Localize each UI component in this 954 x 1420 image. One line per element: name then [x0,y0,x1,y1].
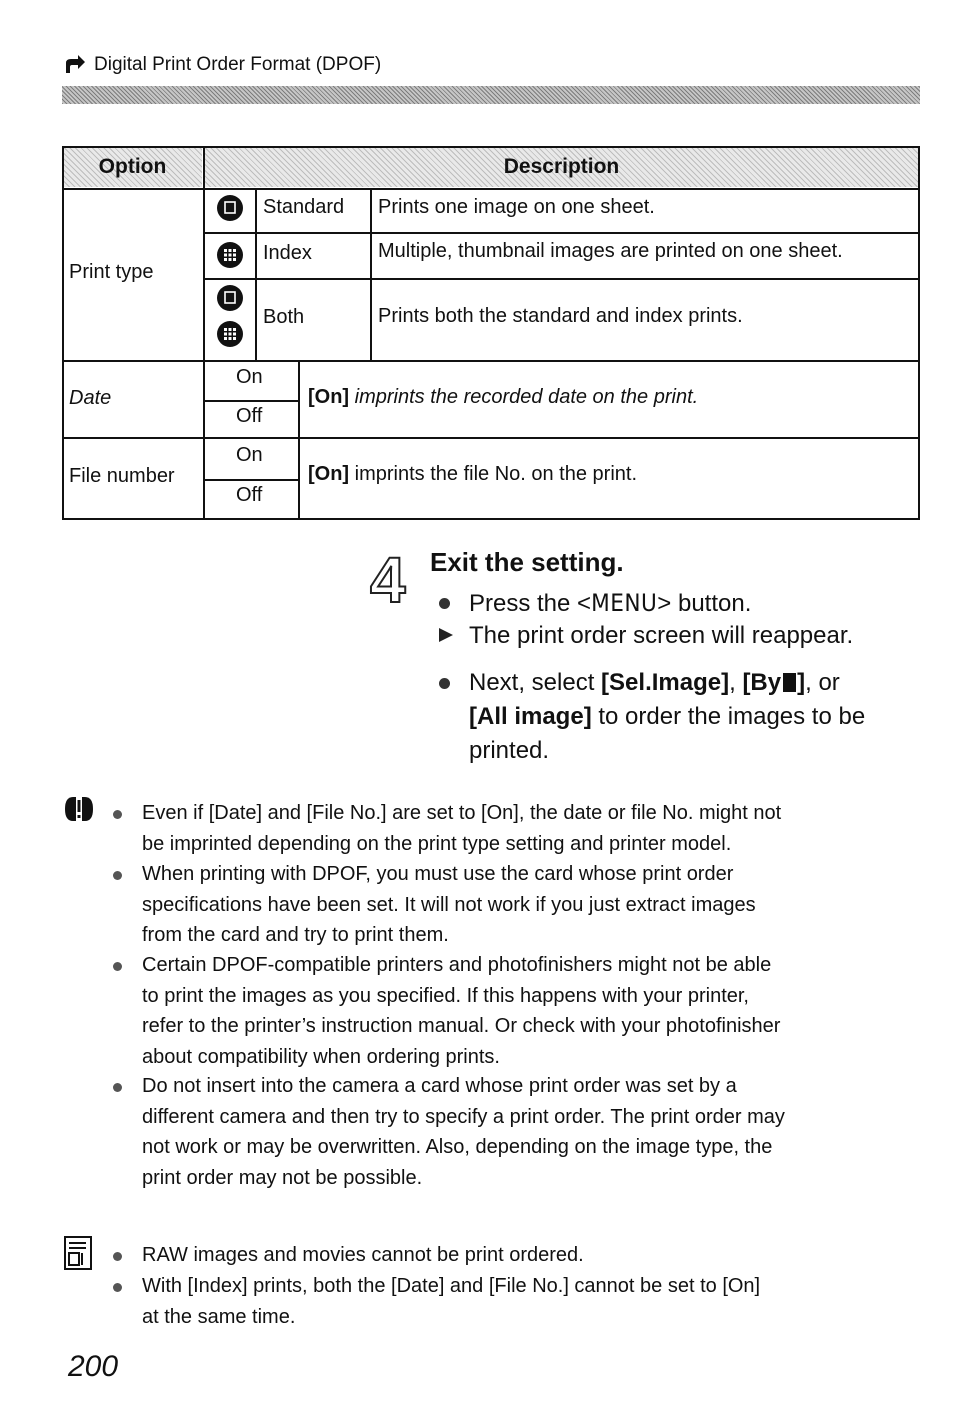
bullet-icon [113,1283,122,1292]
table-header-option [63,147,202,187]
print-type-desc: Multiple, thumbnail images are printed on one sheet. [378,240,843,262]
date-desc-text: imprints the recorded date on the print. [349,386,699,408]
section-title: Digital Print Order Format (DPOF) [94,54,382,75]
step-number: 4 [370,544,406,616]
folder-icon [783,673,796,692]
next-text-2: to order the images to be [591,703,866,730]
step-result: The print order screen will reappear. [469,622,854,649]
bullet-icon [113,962,122,971]
next-comma: , [729,669,743,696]
print-order-icon [64,55,86,75]
standard-print-icon [216,284,244,312]
header-label: Option [98,155,167,178]
bullet-icon [113,1083,122,1092]
memo-icon [64,1236,92,1270]
note-item [142,1240,584,1271]
press-pre: Press the < [469,590,592,617]
caution-line: refer to the printer’s instruction manual. Or check with your photofinisher [142,1015,781,1037]
print-type-desc: Prints both the standard and index prints. [378,305,743,327]
file-number-desc-text: imprints the file No. on the print. [349,463,638,485]
date-desc-bracket: [On] [308,386,350,408]
caution-item [142,950,780,1072]
step-next-line-1 [469,666,840,700]
note-line: RAW images and movies cannot be print ordered. [142,1244,584,1266]
file-number-off: Off [236,484,263,506]
next-text: Next, select [469,669,602,696]
caution-item [142,859,756,951]
index-print-icon [216,320,244,348]
all-image-label: [All image] [469,703,592,730]
step-press-menu [469,586,751,621]
note-item [142,1271,760,1332]
print-type-name: Index [263,242,312,264]
press-post: > button. [657,590,752,617]
by-folder-label: [By [742,669,782,696]
caution-line: Do not insert into the camera a card whose print order was set by a [142,1075,737,1097]
page-number: 200 [68,1350,119,1383]
caution-item [142,798,781,859]
caution-item [142,1071,785,1193]
header-label: Description [503,155,620,178]
note-line: at the same time. [142,1305,296,1328]
next-or: , or [805,669,840,696]
section-header [64,52,381,78]
step-next-line-2 [469,700,865,734]
caution-line: print order may not be possible. [142,1166,423,1189]
date-description [308,386,698,409]
caution-line: not work or may be overwritten. Also, depending on the image type, the [142,1136,773,1158]
bullet-icon [113,1252,122,1261]
note-line: With [Index] prints, both the [Date] and [File No.] cannot be set to [On] [142,1275,761,1297]
bullet-icon [113,871,122,880]
bullet-icon [439,678,450,689]
file-number-desc-bracket: [On] [308,463,350,485]
file-number-on: On [236,444,263,466]
caution-line: specifications have been set. It will not work if you just extract images [142,893,756,916]
sel-image-label: [Sel.Image] [601,669,730,696]
caution-line: to print the images as you specified. If this happens with your printer, [142,984,749,1007]
result-arrow-icon [439,628,453,642]
index-print-icon [216,241,244,269]
both-print-icon [216,284,244,352]
caution-line: about compatibility when ordering prints. [142,1045,500,1068]
header-stripe [62,86,920,104]
option-print-type: Print type [69,261,154,283]
date-on: On [236,366,263,388]
caution-icon [64,796,94,822]
caution-line: be imprinted depending on the print type setting and printer model. [142,832,732,855]
caution-line: Certain DPOF-compatible printers and photofinishers might not be able [142,954,772,976]
menu-key-label: MENU [591,589,658,617]
standard-print-icon [216,194,244,222]
caution-line: from the card and try to print them. [142,924,449,946]
print-type-desc: Prints one image on one sheet. [378,196,655,218]
option-file-number: File number [69,465,175,487]
print-type-name: Standard [263,196,345,218]
bullet-icon [439,598,450,609]
bullet-icon [113,810,122,819]
caution-line: When printing with DPOF, you must use the card whose print order [142,863,734,885]
step-title: Exit the setting. [430,547,624,577]
caution-line: different camera and then try to specify a print order. The print order may [142,1105,785,1128]
by-folder-close: ] [797,669,806,696]
table-header-description [204,147,919,187]
print-type-name: Both [263,306,305,328]
step-next-line-3: printed. [469,737,550,764]
file-number-description [308,463,637,486]
caution-line: Even if [Date] and [File No.] are set to [On], the date or file No. might not [142,802,782,824]
date-off: Off [236,405,263,427]
options-table [62,146,920,520]
option-date: Date [69,387,112,409]
